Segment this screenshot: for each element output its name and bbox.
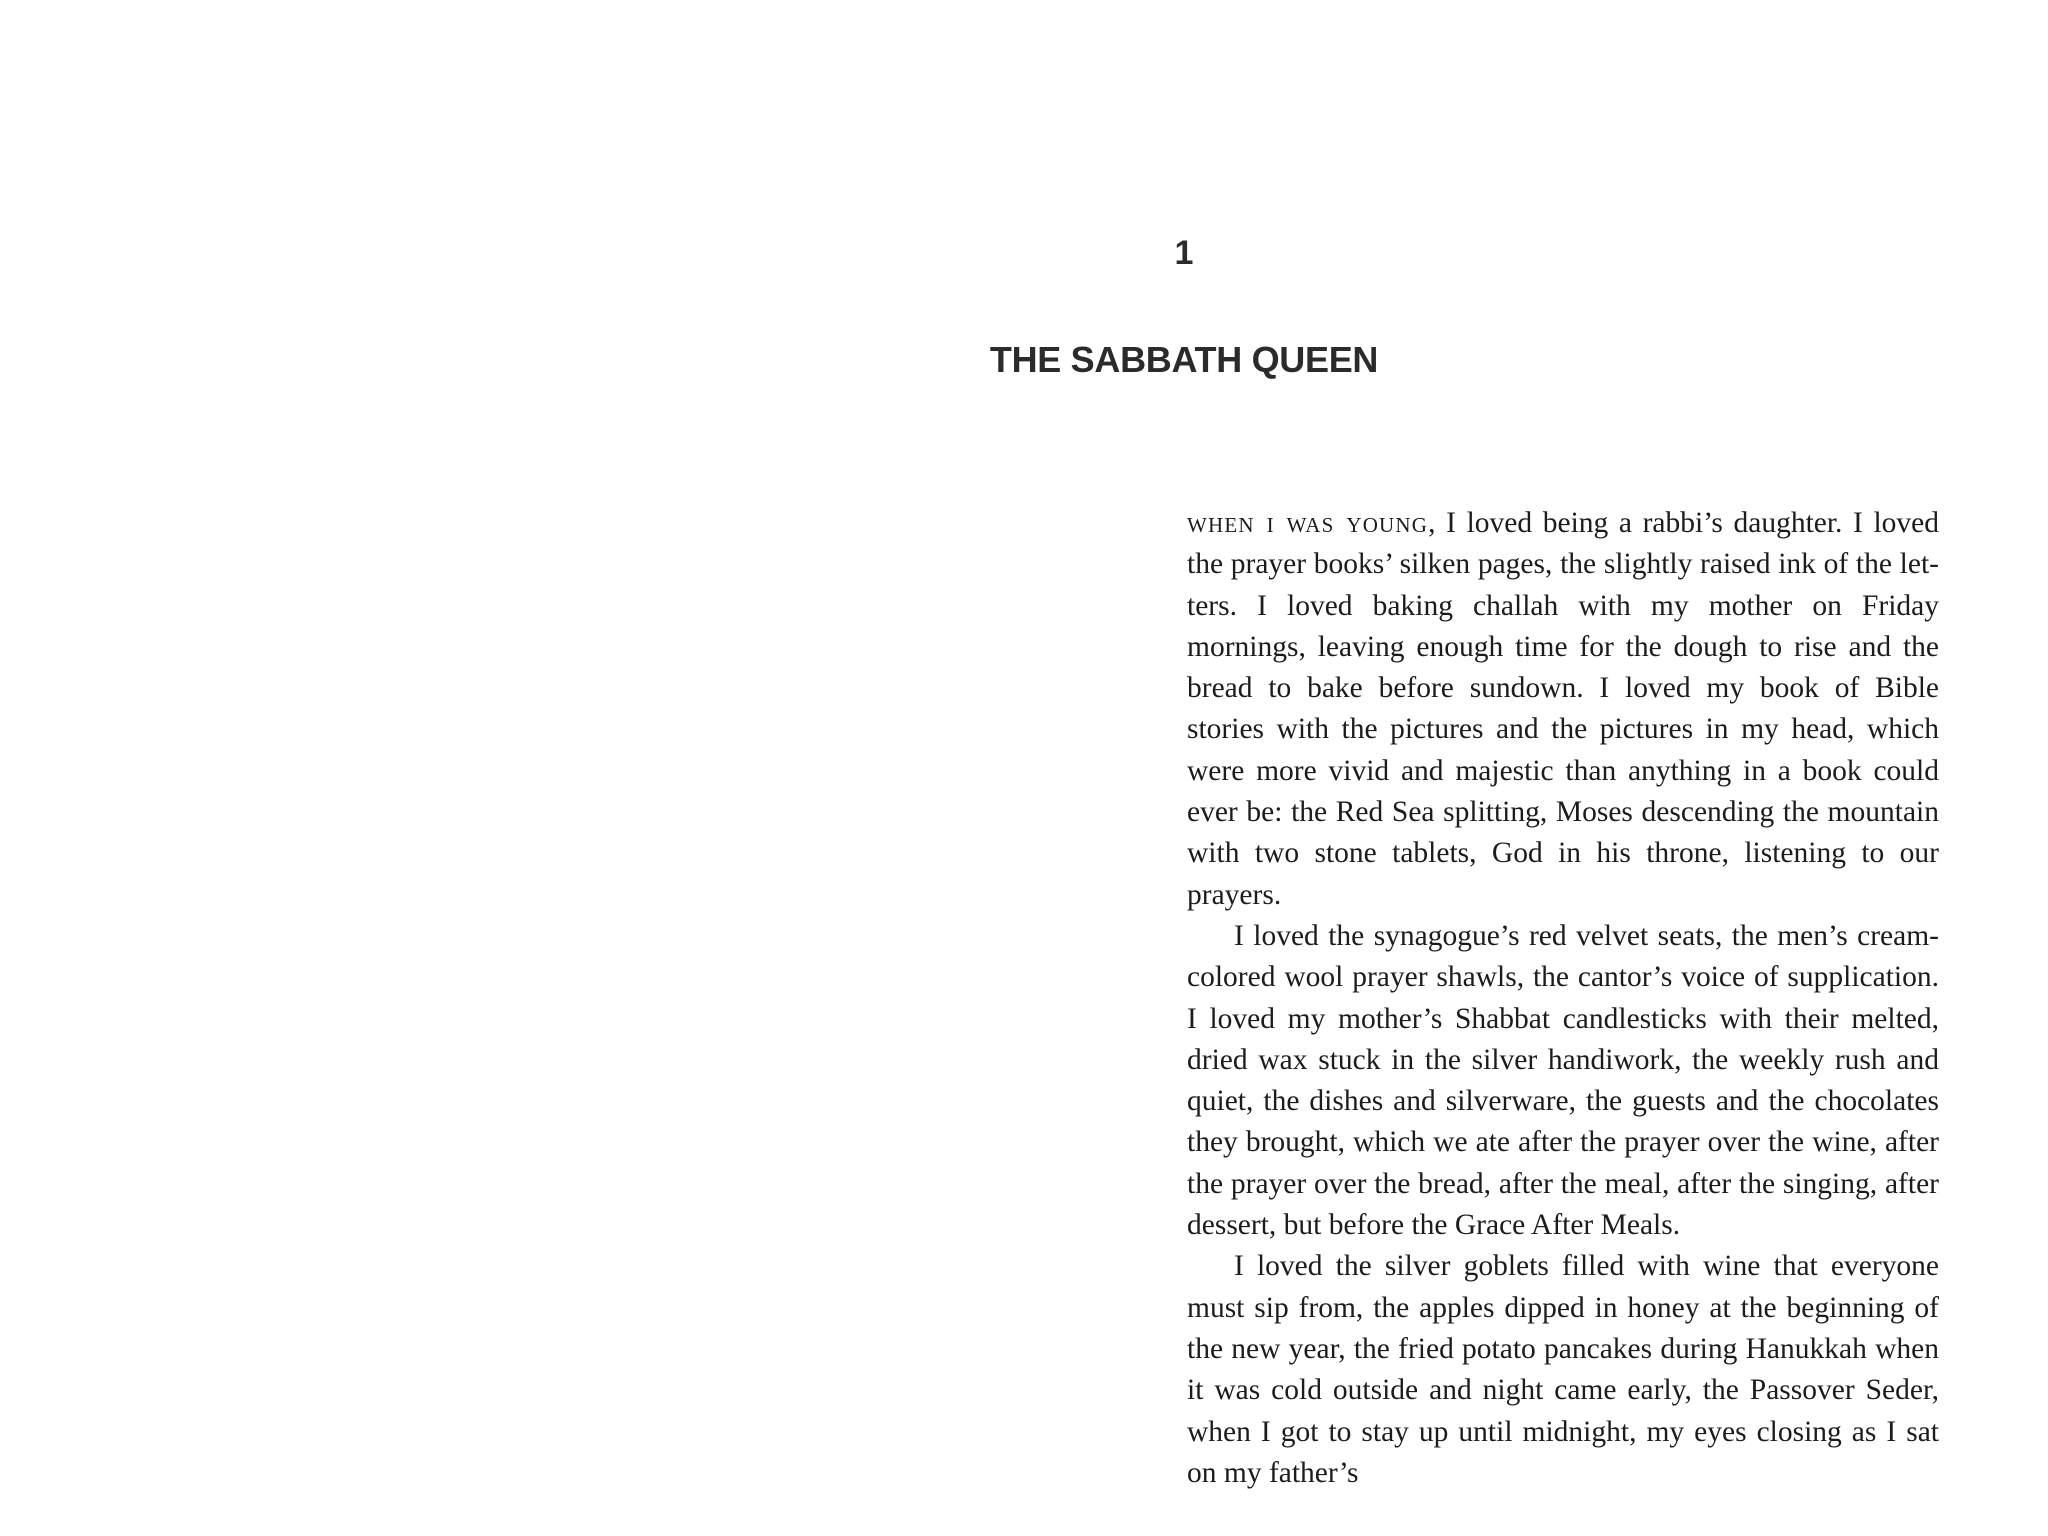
chapter-body [1187, 503, 1939, 1494]
paragraph-1 [1187, 503, 1939, 916]
paragraph-3: I loved the silver goblets filled with wine that everyone must sip from, the apples dipped in honey at the beginning of the new year, the fried potato pancakes during Hanukkah when it was cold outside and night came early, the Passover Seder, when I got to stay up until midnight, my eyes closing as I sat on my father’s [1187, 1250, 1939, 1489]
paragraph-2: I loved the synagogue’s red velvet seats, the men’s cream-colored wool prayer shawls, the cantor’s voice of supplication. I loved my mother’s Shabbat candlesticks with their melted, dried wax stuck in the silver handiwork, the weekly rush and quiet, the dishes and silverware, the guests and the chocolates they brought, which we ate after the prayer over the wine, after the prayer over the bread, after the meal, after the singing, after dessert, but before the Grace After Meals. [1187, 919, 1939, 1242]
chapter-number: 1 [1174, 234, 1194, 272]
chapter-title: THE SABBATH QUEEN [989, 339, 1379, 380]
opening-small-caps: when i was young [1187, 507, 1429, 539]
paragraph-1-text: , I loved being a rabbi’s daughter. I loved the prayer books’ silken pages, the slightly raised ink of the letters. I loved baking challah with my mother on Friday mornings, leaving enough time for the dough to rise and the bread to bake before sundown. I loved my book of Bible stories with the pictures and the pictures in my head, which were more vivid and majestic than anything in a book could ever be: the Red Sea splitting, Moses descending the mountain with two stone tablets, God in his throne, listening to our prayers. [1187, 507, 1940, 911]
